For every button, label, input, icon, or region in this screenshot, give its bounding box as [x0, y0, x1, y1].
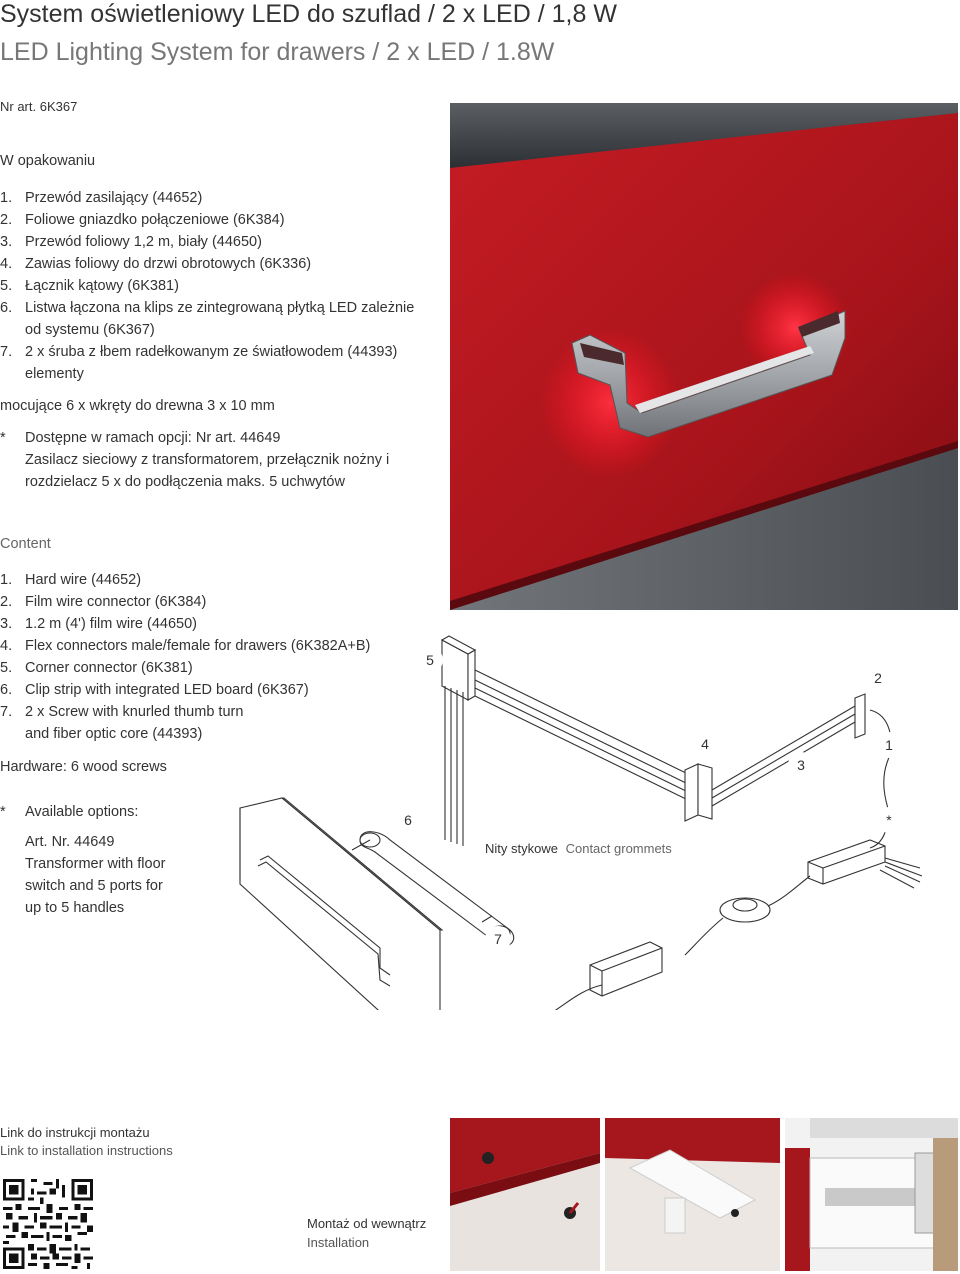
callout-1: 1 [876, 732, 902, 758]
list-item: 4. Flex connectors male/female for drawers (6K382A+B) [0, 638, 371, 654]
list-item: 6. Listwa łączona na klips ze zintegrowaną płytką LED zależnie od systemu (6K367) [0, 300, 415, 338]
list-item: 5. Łącznik kątowy (6K381) [0, 278, 179, 294]
list-item: 2. Film wire connector (6K384) [0, 594, 207, 610]
callout-2: 2 [865, 665, 891, 691]
callout-4: 4 [692, 731, 718, 757]
list-item: 1. Hard wire (44652) [0, 572, 142, 588]
page-title-pl: System oświetleniowy LED do szuflad / 2 x LED / 1,8 W [0, 0, 617, 28]
list-item: 3. 1.2 m (4') film wire (44650) [0, 616, 197, 632]
list-item: 5. Corner connector (6K381) [0, 660, 193, 676]
list-item: 2. Foliowe gniazdko połączeniowe (6K384) [0, 212, 285, 228]
grommets-label: Nity stykowe Contact grommets [485, 841, 672, 856]
installation-photo-3 [785, 1118, 958, 1271]
list-item: 4. Zawias foliowy do drzwi obrotowych (6K336) [0, 256, 312, 272]
pl-hardware: mocujące 6 x wkręty do drewna 3 x 10 mm [0, 398, 275, 414]
en-options: * Available options: Art. Nr. 44649 Transformer with floor switch and 5 ports for up to 5 handles [0, 804, 166, 916]
en-hardware: Hardware: 6 wood screws [0, 759, 167, 775]
qr-code[interactable] [3, 1179, 93, 1269]
callout-3: 3 [788, 752, 814, 778]
system-diagram [230, 630, 960, 1010]
pl-options: * Dostępne w ramach opcji: Nr art. 44649 Zasilacz sieciowy z transformatorem, przełącznik nożny i rozdzielacz 5 x do podłączenia maks. 5 uchwytów [0, 430, 390, 490]
list-item: 7. 2 x Screw with knurled thumb turn and fiber optic core (44393) [0, 704, 244, 742]
installation-label-en: Installation [307, 1235, 370, 1250]
callout-asterisk: * [876, 807, 902, 833]
installation-photo-1 [450, 1118, 600, 1271]
list-item: 3. Przewód foliowy 1,2 m, biały (44650) [0, 234, 262, 250]
installation-label-pl: Montaż od wewnątrz [307, 1216, 427, 1231]
article-number: Nr art. 6K367 [0, 99, 78, 114]
install-link-pl[interactable]: Link do instrukcji montażu [0, 1125, 150, 1140]
callout-7: 7 [485, 926, 511, 952]
install-link-en[interactable]: Link to installation instructions [0, 1143, 173, 1158]
en-content-heading: Content [0, 536, 51, 552]
pl-content-list [0, 187, 440, 385]
list-item: 6. Clip strip with integrated LED board (6K367) [0, 682, 309, 698]
pl-content-heading: W opakowaniu [0, 153, 96, 169]
drawer-handle-photo [450, 103, 958, 610]
list-item: 1. Przewód zasilający (44652) [0, 190, 203, 206]
page-title-en: LED Lighting System for drawers / 2 x LED / 1.8W [0, 38, 555, 66]
list-item: 7. 2 x śruba z łbem radełkowanym ze światłowodem (44393) elementy [0, 344, 398, 382]
installation-photo-2 [605, 1118, 780, 1271]
callout-6: 6 [395, 807, 421, 833]
callout-5: 5 [417, 647, 443, 673]
